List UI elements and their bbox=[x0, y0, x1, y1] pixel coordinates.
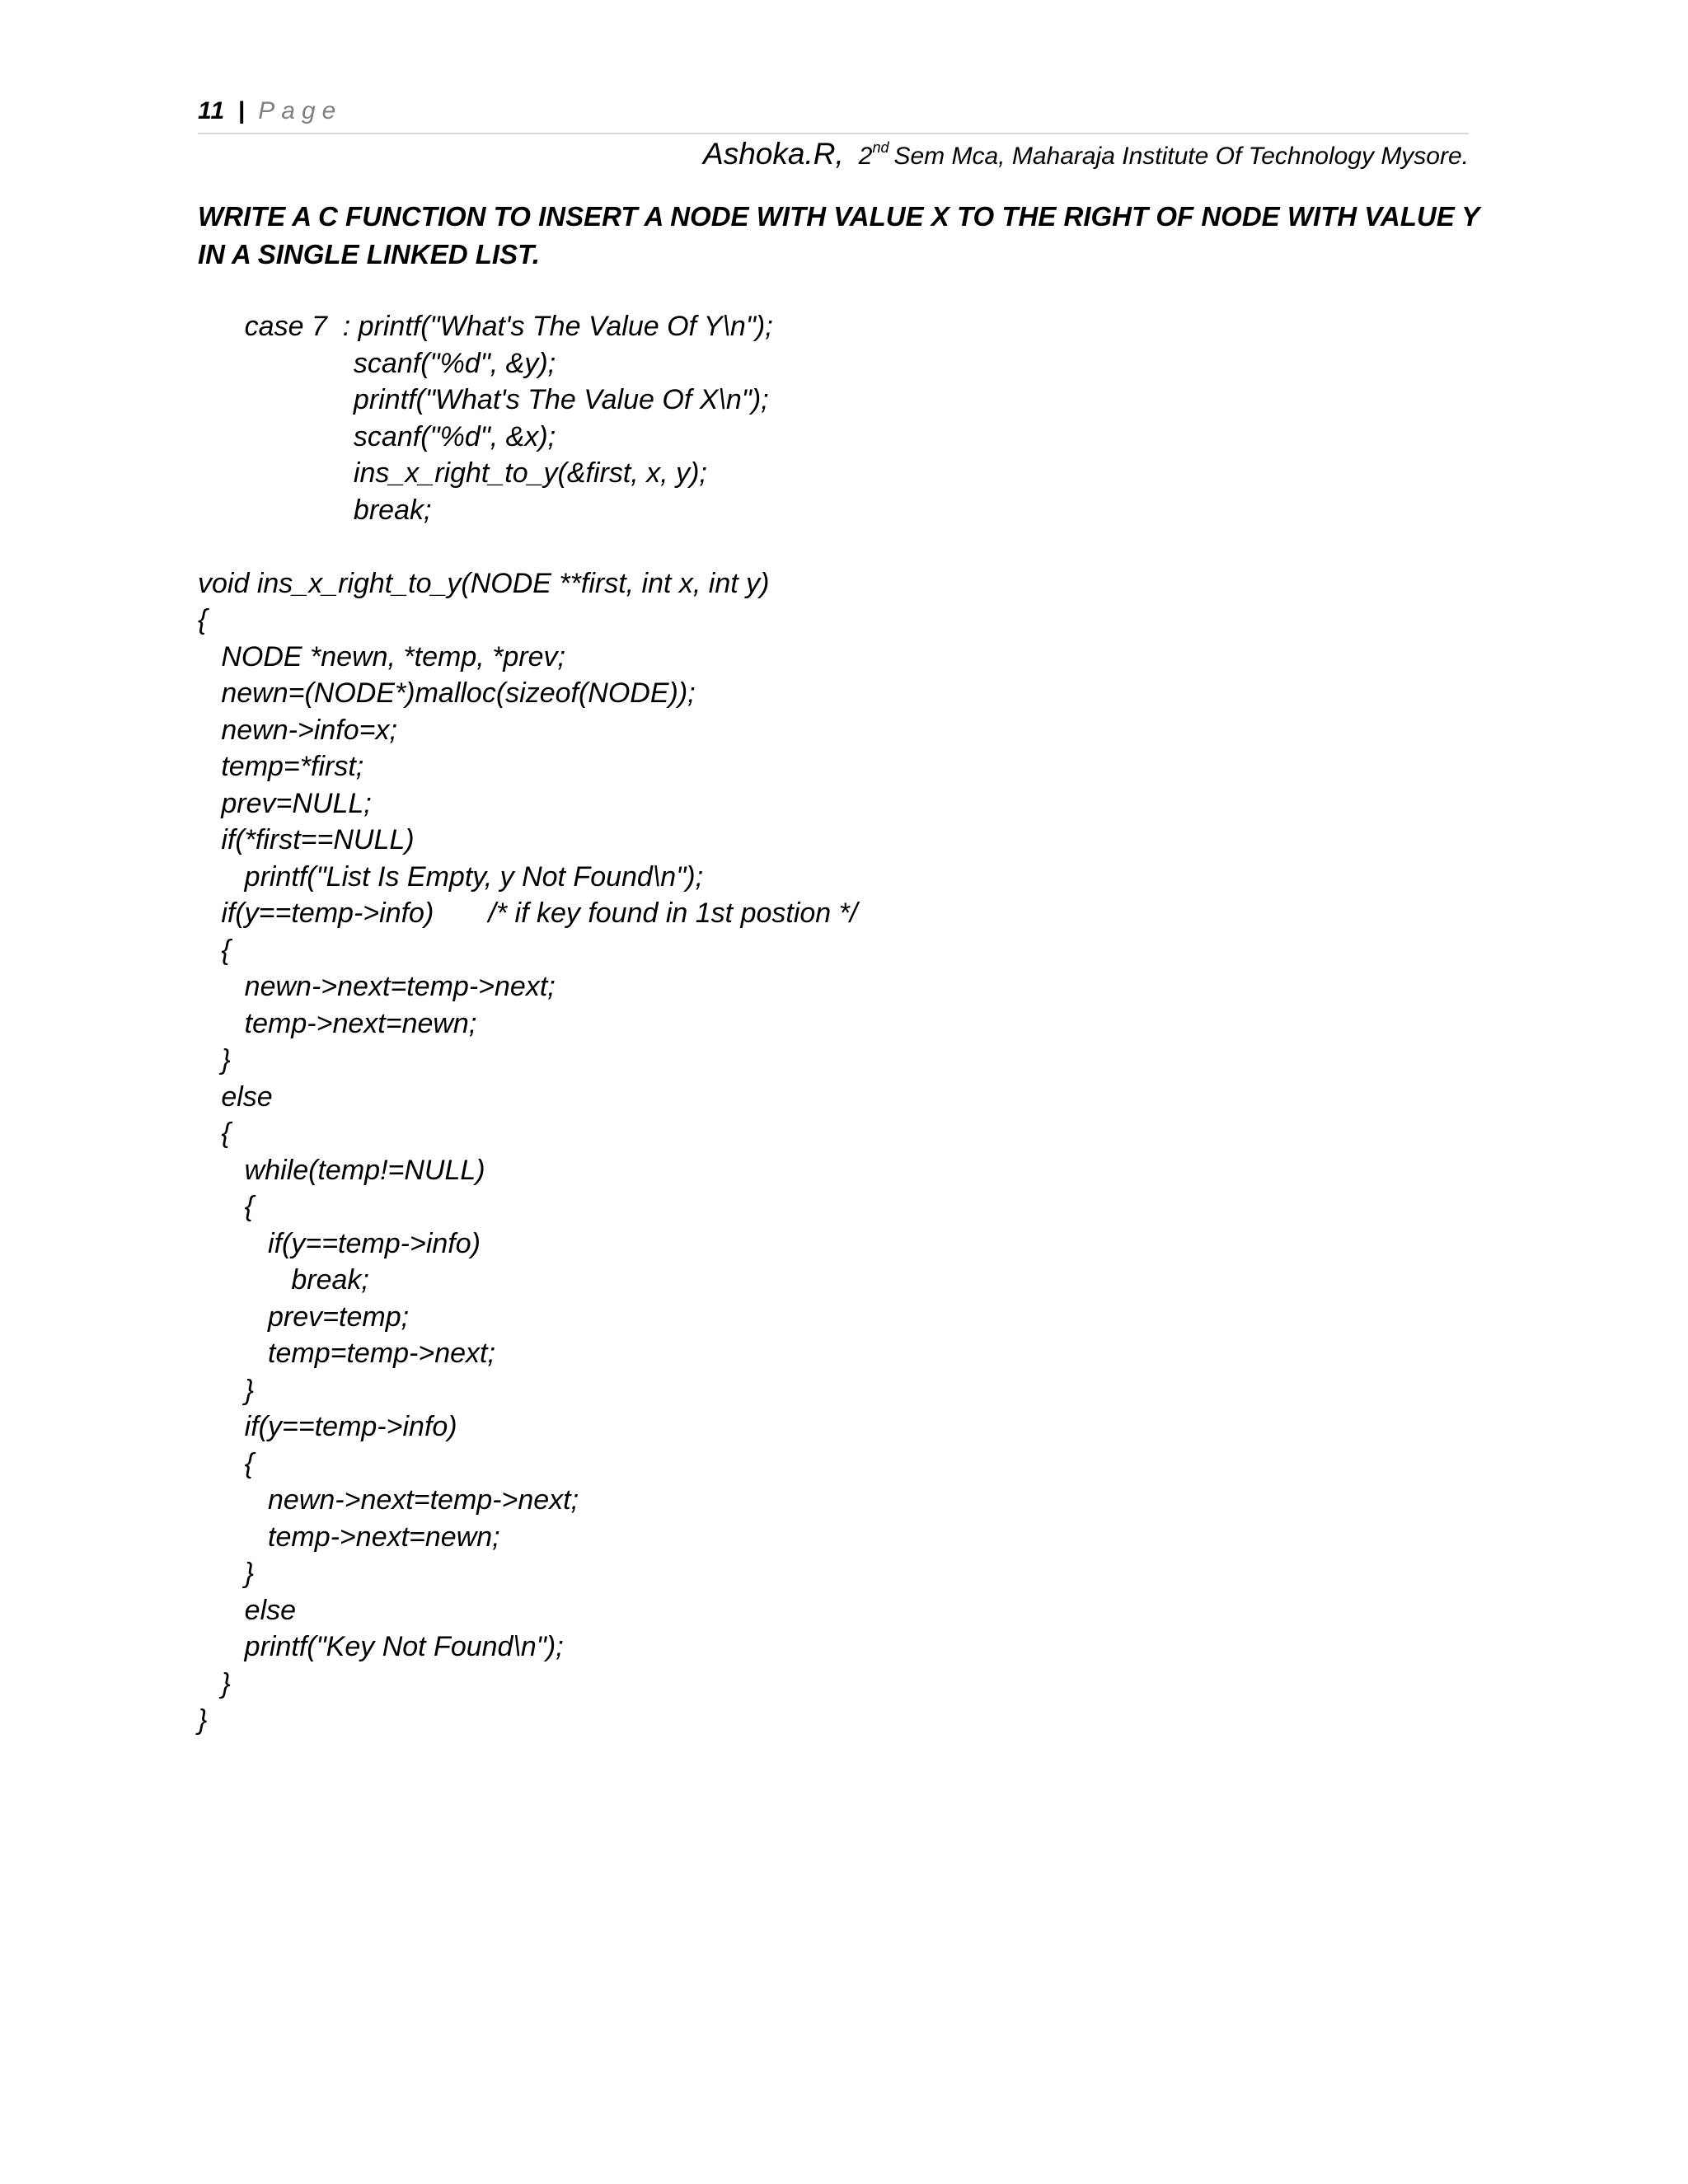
code-line: scanf("%d", &x); bbox=[198, 420, 556, 452]
code-line: } bbox=[198, 1044, 231, 1076]
code-line: if(y==temp->info) bbox=[198, 1227, 481, 1259]
code-line: printf("What's The Value Of X\n"); bbox=[198, 384, 769, 415]
author-name: Ashoka.R, bbox=[703, 137, 844, 171]
code-line: newn->info=x; bbox=[198, 714, 397, 746]
code-line: void ins_x_right_to_y(NODE **first, int x, int y) bbox=[198, 567, 770, 599]
code-line: case 7 : printf("What's The Value Of Y\n"); bbox=[198, 311, 773, 342]
code-line: if(*first==NULL) bbox=[198, 824, 415, 855]
code-line: printf("List Is Empty, y Not Found\n"); bbox=[198, 860, 704, 893]
code-line: else bbox=[198, 1594, 297, 1626]
code-line: scanf("%d", &y); bbox=[198, 347, 556, 379]
author-line bbox=[703, 137, 1469, 171]
code-line: break; bbox=[198, 1264, 369, 1296]
page-number-separator: | bbox=[237, 97, 246, 124]
code-line: temp=*first; bbox=[198, 751, 364, 782]
code-line: newn=(NODE*)malloc(sizeof(NODE)); bbox=[198, 677, 696, 709]
code-line: { bbox=[198, 1191, 255, 1222]
code-line: } bbox=[198, 1704, 208, 1736]
code-line: } bbox=[198, 1558, 255, 1589]
code-line: if(y==temp->info) bbox=[198, 1411, 457, 1442]
code-line: } bbox=[198, 1667, 231, 1699]
code-line: else bbox=[198, 1080, 273, 1113]
semester-suffix: nd bbox=[872, 139, 889, 156]
header-divider bbox=[198, 133, 1469, 134]
code-line: temp=temp->next; bbox=[198, 1338, 495, 1369]
code-line: if(y==temp->info) /* if key found in 1st postion */ bbox=[198, 898, 858, 929]
code-line: { bbox=[198, 934, 231, 966]
code-line: { bbox=[198, 1118, 231, 1149]
code-line: printf("Key Not Found\n"); bbox=[198, 1631, 564, 1662]
code-line: break; bbox=[198, 494, 432, 526]
code-line: newn->next=temp->next; bbox=[198, 971, 556, 1002]
code-line: { bbox=[198, 1447, 255, 1479]
page-number bbox=[198, 97, 342, 125]
code-line bbox=[198, 528, 857, 565]
code-block bbox=[198, 308, 857, 1739]
code-line: ins_x_right_to_y(&first, x, y); bbox=[198, 457, 707, 489]
code-line: prev=NULL; bbox=[198, 787, 372, 819]
page-word: Page bbox=[258, 97, 343, 124]
section-heading: WRITE A C FUNCTION TO INSERT A NODE WITH VALUE X TO THE RIGHT OF NODE WITH VALUE Y IN A SINGLE LINKED LIST. bbox=[198, 201, 1479, 269]
course-institute: Sem Mca, Maharaja Institute Of Technology Mysore. bbox=[893, 143, 1469, 170]
code-line: temp->next=newn; bbox=[198, 1007, 477, 1039]
code-line: newn->next=temp->next; bbox=[198, 1484, 579, 1516]
code-line: temp->next=newn; bbox=[198, 1521, 500, 1553]
code-line: NODE *newn, *temp, *prev; bbox=[198, 640, 565, 673]
code-line: while(temp!=NULL) bbox=[198, 1154, 485, 1186]
semester-number: 2 bbox=[858, 143, 873, 170]
page-number-value: 11 bbox=[198, 97, 226, 124]
code-line: } bbox=[198, 1374, 255, 1406]
code-line: prev=temp; bbox=[198, 1301, 410, 1333]
code-line: { bbox=[198, 604, 208, 635]
